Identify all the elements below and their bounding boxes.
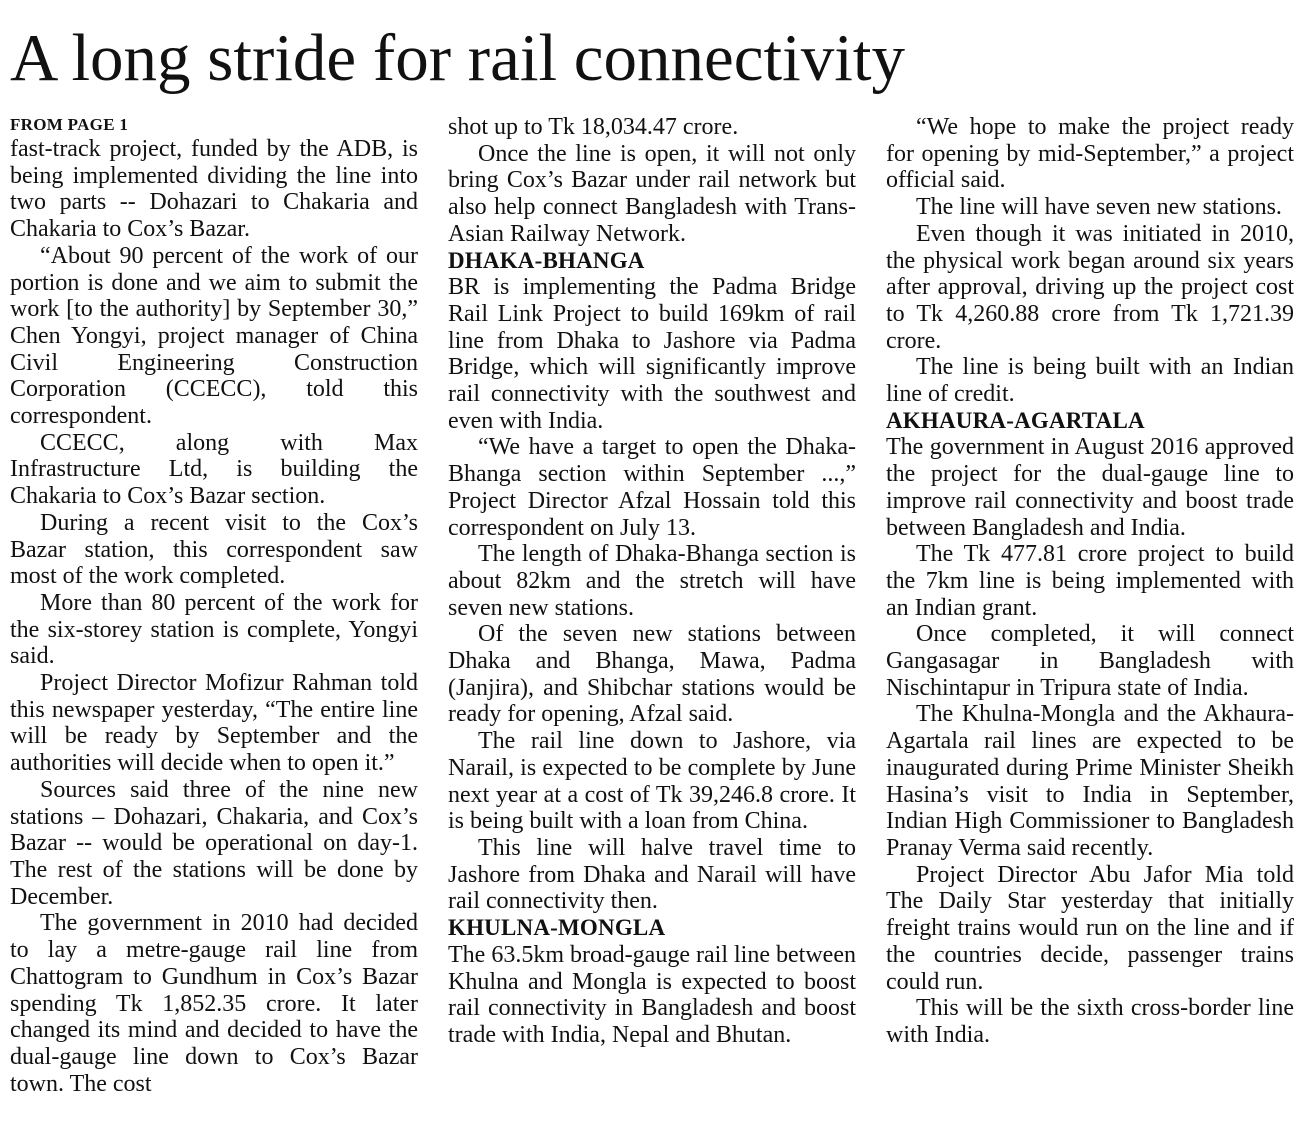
section-heading-khulna-mongla: KHULNA-MONGLA xyxy=(448,915,666,941)
paragraph: The Tk 477.81 crore project to build the 7km line is being implemented with an Indian grant. xyxy=(886,541,1294,621)
paragraph: Project Director Mofizur Rahman told this newspaper yesterday, “The entire line will be ready by September and the authorities will decide when to open it.” xyxy=(10,670,418,777)
paragraph: fast-track project, funded by the ADB, is being implemented dividing the line into two parts -- Dohazari to Chakaria and Chakaria to Cox’s Bazar. xyxy=(10,136,418,243)
paragraph: Of the seven new stations between Dhaka and Bhanga, Mawa, Padma (Janjira), and Shibchar stations would be ready for opening, Afzal said. xyxy=(448,621,856,728)
article-column-3 xyxy=(886,114,1294,1049)
paragraph: Once completed, it will connect Gangasagar in Bangladesh with Nischintapur in Tripura state of India. xyxy=(886,621,1294,701)
paragraph: The government in 2010 had decided to lay a metre-gauge rail line from Chattogram to Gundhum in Cox’s Bazar spending Tk 1,852.35 crore. It later changed its mind and decided to have the dual-gauge line down to Cox’s Bazar town. The cost xyxy=(10,910,418,1097)
paragraph: “We hope to make the project ready for opening by mid-September,” a project official said. xyxy=(886,114,1294,194)
paragraph: “We have a target to open the Dhaka-Bhanga section within September ...,” Project Director Afzal Hossain told this correspondent on July 13. xyxy=(448,434,856,541)
paragraph: Sources said three of the nine new stations – Dohazari, Chakaria, and Cox’s Bazar -- would be operational on day-1. The rest of the stations will be done by December. xyxy=(10,776,418,910)
paragraph: The government in August 2016 approved the project for the dual-gauge line to improve rail connectivity and boost trade between Bangladesh and India. xyxy=(886,434,1294,541)
paragraph: Even though it was initiated in 2010, the physical work began around six years after approval, driving up the project cost to Tk 4,260.88 crore from Tk 1,721.39 crore. xyxy=(886,220,1294,354)
paragraph: Project Director Abu Jafor Mia told The Daily Star yesterday that initially freight trains would run on the line and if the countries decide, passenger trains could run. xyxy=(886,861,1294,995)
paragraph: shot up to Tk 18,034.47 crore. xyxy=(448,114,739,140)
paragraph: “About 90 percent of the work of our portion is done and we aim to submit the work [to the authority] by September 30,” Chen Yongyi, project manager of China Civil Engineering Construction Corporation (CCECC), told this correspondent. xyxy=(10,242,418,430)
paragraph: This will be the sixth cross-border line with India. xyxy=(886,995,1294,1048)
section-heading-dhaka-bhanga: DHAKA-BHANGA xyxy=(448,247,645,273)
section-heading-akhaura-agartala: AKHAURA-AGARTALA xyxy=(886,407,1145,433)
paragraph: The Khulna-Mongla and the Akhaura-Agartala rail lines are expected to be inaugurated during Prime Minister Sheikh Hasina’s visit to India in September, Indian High Commissioner to Bangladesh Pranay Verma said recently. xyxy=(886,701,1294,861)
paragraph: The length of Dhaka-Bhanga section is about 82km and the stretch will have seven new stations. xyxy=(448,541,856,621)
paragraph: This line will halve travel time to Jashore from Dhaka and Narail will have rail connectivity then. xyxy=(448,834,856,915)
paragraph: The line will have seven new stations. xyxy=(916,194,1282,221)
paragraph: BR is implementing the Padma Bridge Rail Link Project to build 169km of rail line from Dhaka to Jashore via Padma Bridge, which will significantly improve rail connectivity with the southwest and even with India. xyxy=(448,274,856,434)
paragraph: Once the line is open, it will not only bring Cox’s Bazar under rail network but also help connect Bangladesh with Trans-Asian Railway Network. xyxy=(448,140,856,247)
from-page-kicker: FROM PAGE 1 xyxy=(10,115,129,134)
paragraph: During a recent visit to the Cox’s Bazar station, this correspondent saw most of the work completed. xyxy=(10,509,418,590)
paragraph: The line is being built with an Indian line of credit. xyxy=(886,354,1294,408)
paragraph: The rail line down to Jashore, via Narail, is expected to be complete by June next year at a cost of Tk 39,246.8 crore. It is being built with a loan from China. xyxy=(448,728,856,835)
paragraph: The 63.5km broad-gauge rail line between Khulna and Mongla is expected to boost rail connectivity in Bangladesh and boost trade with India, Nepal and Bhutan. xyxy=(448,941,856,1048)
headline: A long stride for rail connectivity xyxy=(10,21,905,95)
article-column-2 xyxy=(448,114,856,1049)
paragraph: More than 80 percent of the work for the six-storey station is complete, Yongyi said. xyxy=(10,589,418,670)
article-column-1 xyxy=(10,114,418,1097)
paragraph: CCECC, along with Max Infrastructure Ltd, is building the Chakaria to Cox’s Bazar section. xyxy=(10,429,418,510)
